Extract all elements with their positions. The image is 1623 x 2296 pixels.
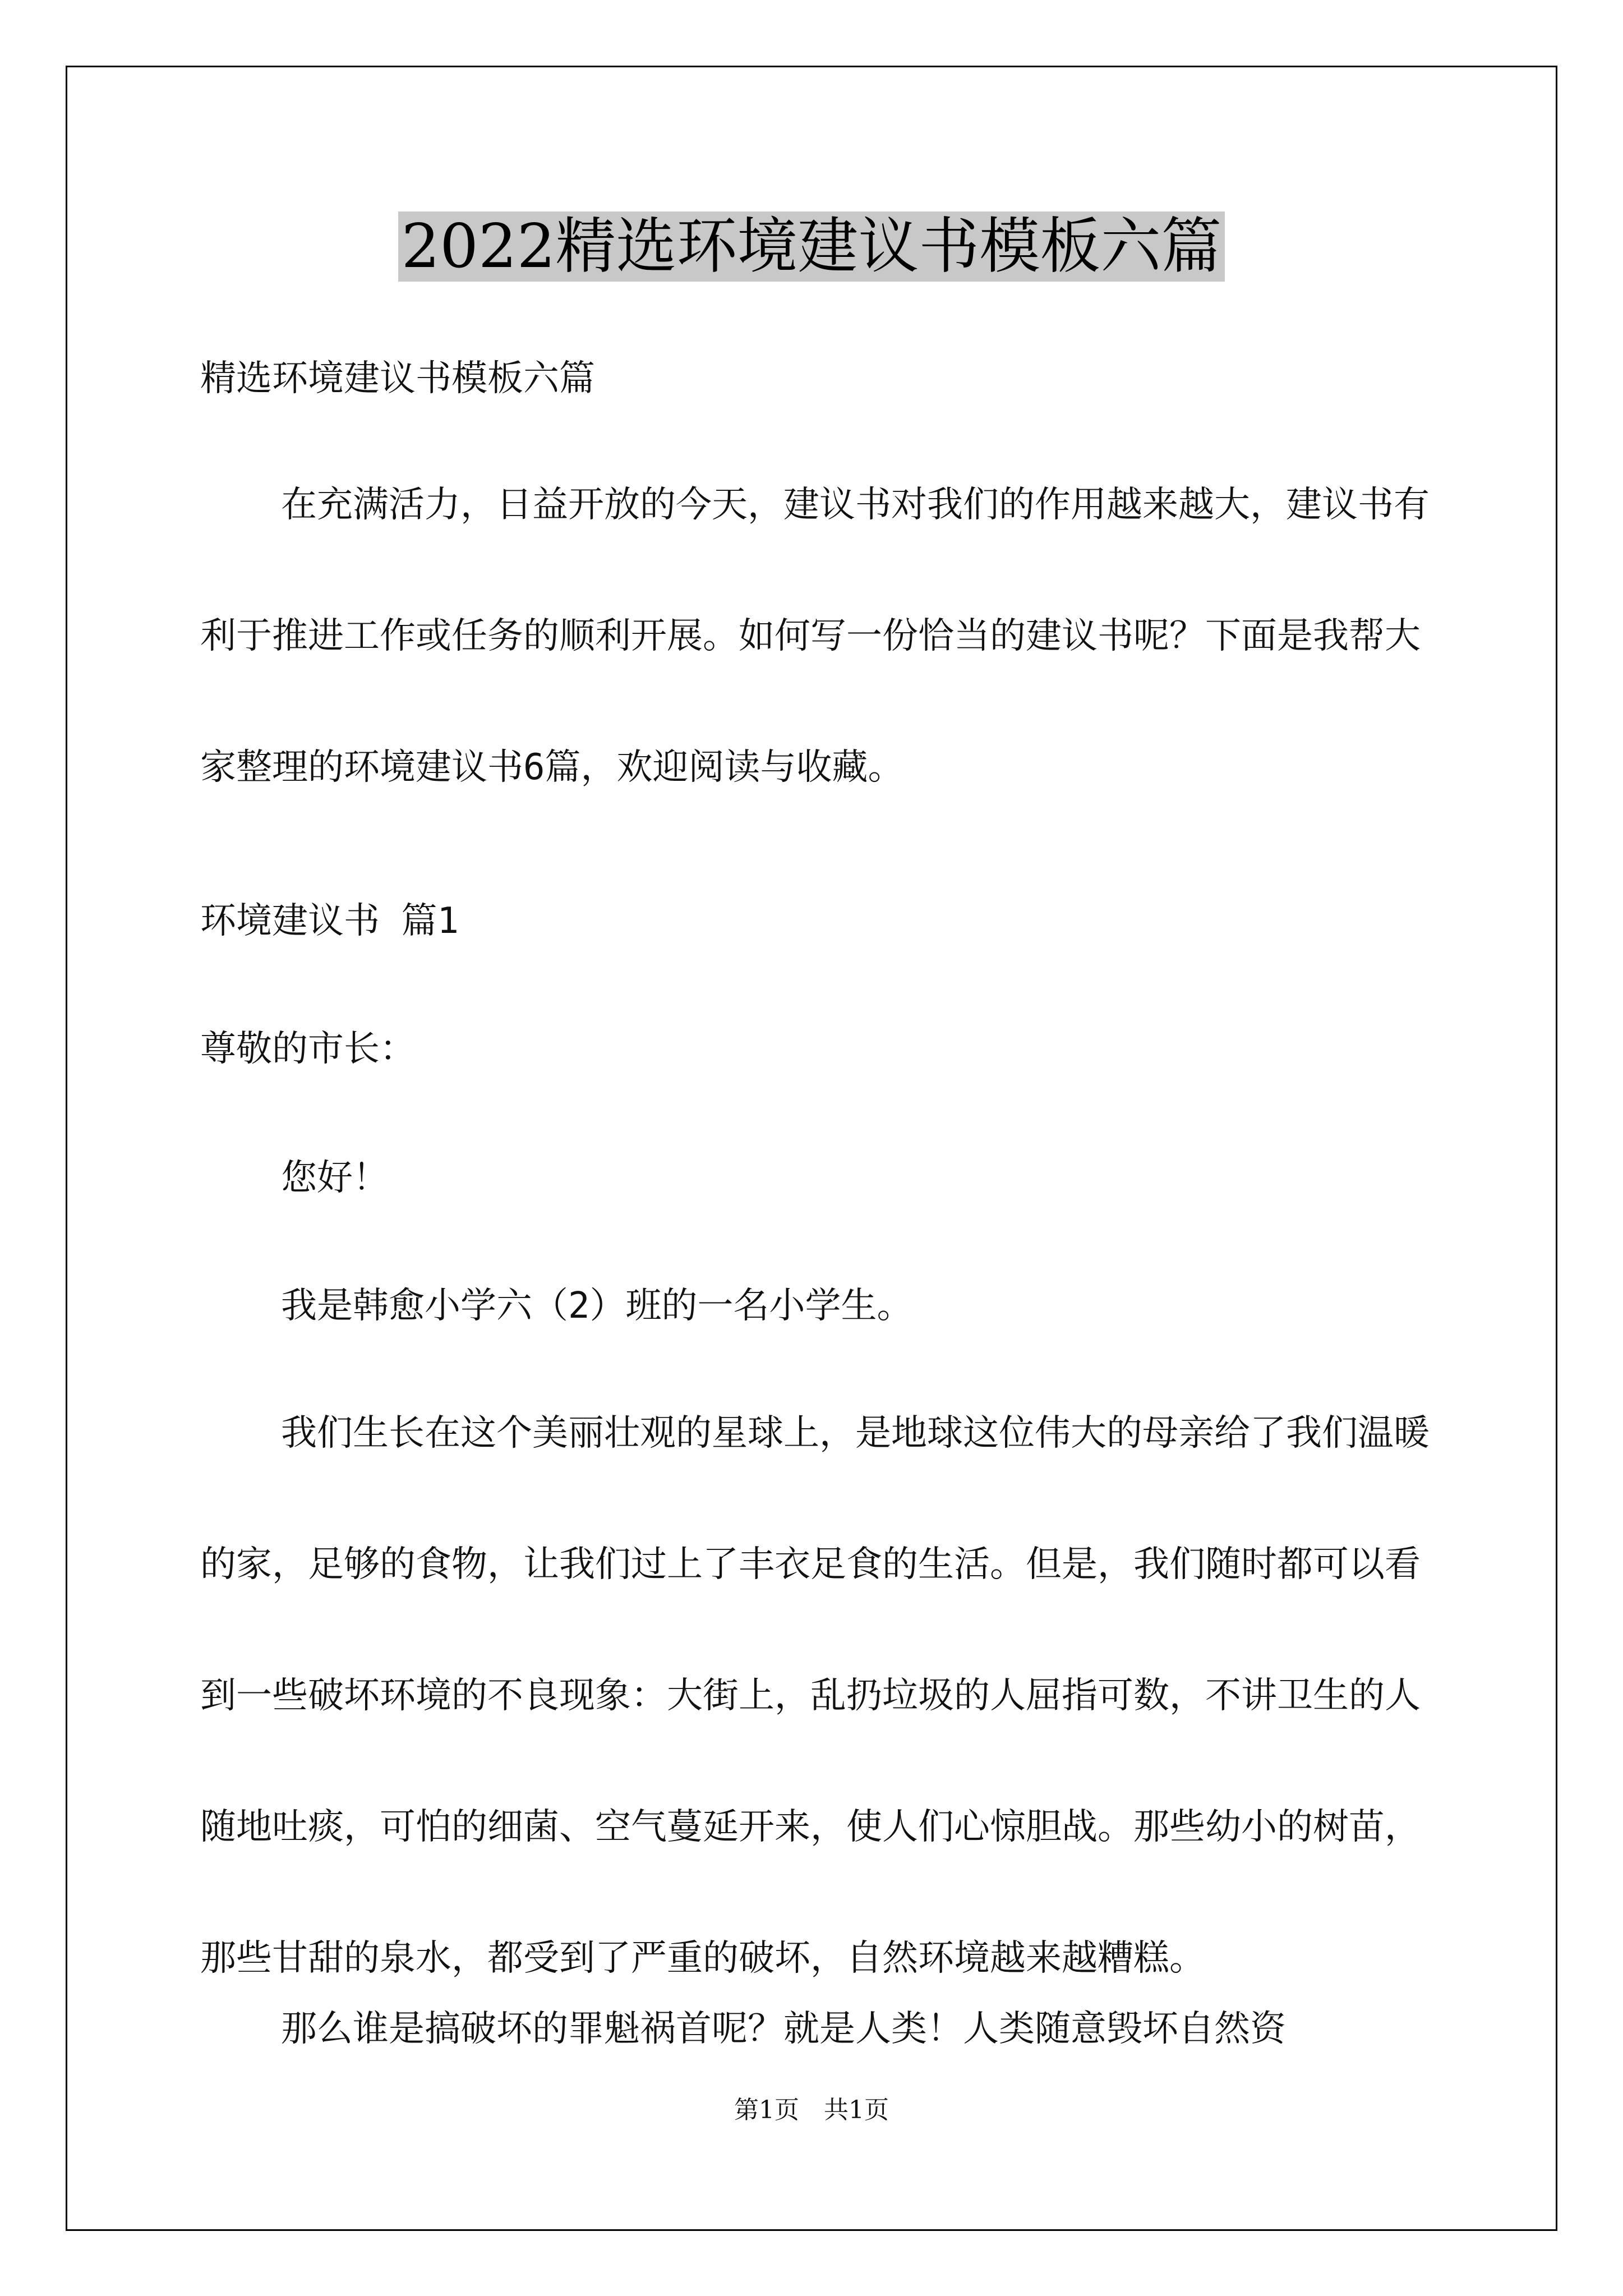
paragraph-2: 我们生长在这个美丽壮观的星球上，是地球这位伟大的母亲给了我们温暖的家，足够的食物，让我们过上了丰衣足食的生活。但是，我们随时都可以看到一些破坏环境的不良现象：大街上，乱扔垃圾的人屈指可数，不讲卫生的人随地吐痰，可怕的细菌、空气蔓延开来，使人们心惊胆战。那些幼小的树苗，那些甘甜的泉水，都受到了严重的破坏，自然环境越来越糟糕。 bbox=[200, 1412, 1430, 1979]
document-title bbox=[67, 208, 1556, 286]
document-page bbox=[66, 66, 1557, 2231]
paragraph-3: 那么谁是搞破坏的罪魁祸首呢？就是人类！人类随意毁坏自然资 bbox=[281, 2008, 1286, 2050]
intro-paragraph: 在充满活力，日益开放的今天，建议书对我们的作用越来越大，建议书有利于推进工作或任务的顺利开展。如何写一份恰当的建议书呢？下面是我帮大家整理的环境建议书6篇，欢迎阅读与收藏。 bbox=[200, 484, 1430, 788]
page-footer: 第1页 共1页 bbox=[734, 2096, 889, 2124]
section-heading: 环境建议书 篇1 bbox=[200, 900, 459, 942]
document-title-text: 2022精选环境建议书模板六篇 bbox=[398, 211, 1225, 282]
document-subtitle: 精选环境建议书模板六篇 bbox=[200, 358, 595, 399]
greeting: 您好！ bbox=[281, 1157, 389, 1199]
paragraph-1: 我是韩愈小学六（2）班的一名小学生。 bbox=[281, 1285, 913, 1327]
salutation: 尊敬的市长： bbox=[200, 1028, 416, 1070]
